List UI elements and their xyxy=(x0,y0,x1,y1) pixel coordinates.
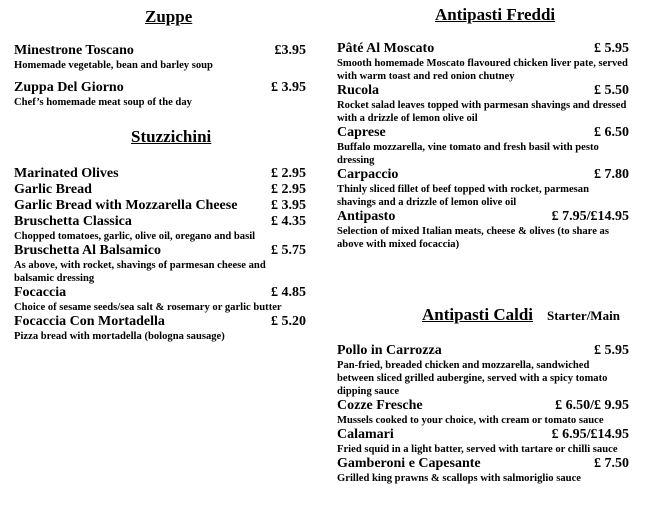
menu-item xyxy=(337,343,629,398)
antipasti-caldi-list xyxy=(337,343,629,485)
item-description: Rocket salad leaves topped with parmesan shavings and dressed with a drizzle of lemon olive oil xyxy=(337,100,627,124)
item-price: £ 5.50 xyxy=(594,83,629,98)
menu-item xyxy=(337,456,629,485)
menu-item xyxy=(337,209,629,251)
antipasti-freddi-list xyxy=(337,41,629,251)
item-name: Gamberoni e Capesante xyxy=(337,456,481,471)
item-name: Rucola xyxy=(337,83,379,98)
item-price: £ 3.95 xyxy=(271,198,306,213)
item-description: Fried squid in a light batter, served with tartare or chilli sauce xyxy=(337,444,618,455)
menu-item xyxy=(14,43,306,72)
item-name: Carpaccio xyxy=(337,167,399,182)
menu-item xyxy=(14,214,306,243)
menu-item xyxy=(337,125,629,167)
menu-item xyxy=(14,198,306,214)
item-description: Smooth homemade Moscato flavoured chicken liver pate, served with warm toast and red onion chutney xyxy=(337,58,628,82)
zuppe-heading: Zuppe xyxy=(145,7,193,26)
antipasti-caldi-heading: Antipasti Caldi xyxy=(422,305,533,324)
menu-item xyxy=(337,167,629,209)
antipasti-freddi-heading: Antipasti Freddi xyxy=(435,5,556,24)
item-name: Caprese xyxy=(337,125,386,140)
item-name: Calamari xyxy=(337,427,394,442)
item-price: £ 3.95 xyxy=(271,80,306,95)
menu-item xyxy=(14,182,306,198)
menu-item xyxy=(337,83,629,125)
item-price: £ 7.95/£14.95 xyxy=(551,209,629,224)
item-price: £ 7.50 xyxy=(594,456,629,471)
menu-item xyxy=(14,314,306,343)
zuppe-list xyxy=(14,43,306,109)
item-description: Pizza bread with mortadella (bologna sausage) xyxy=(14,331,225,342)
item-name: Garlic Bread xyxy=(14,182,92,197)
item-price: £ 5.95 xyxy=(594,343,629,358)
item-price: £3.95 xyxy=(274,43,306,58)
item-price: £ 6.50 xyxy=(594,125,629,140)
item-name: Marinated Olives xyxy=(14,166,119,181)
item-name: Antipasto xyxy=(337,209,396,224)
item-description: Selection of mixed Italian meats, cheese & olives (to share as above with mixed focaccia) xyxy=(337,226,609,250)
stuzzichini-heading: Stuzzichini xyxy=(131,127,212,146)
menu-item xyxy=(337,41,629,83)
item-description: As above, with rocket, shavings of parmesan cheese and balsamic dressing xyxy=(14,260,266,284)
item-description: Buffalo mozzarella, vine tomato and fresh basil with pesto dressing xyxy=(337,142,599,166)
item-description: Chef’s homemade meat soup of the day xyxy=(14,97,192,108)
item-description: Thinly sliced fillet of beef topped with rocket, parmesan shavings and a drizzle of lemon olive oil xyxy=(337,184,589,208)
item-price: £ 5.95 xyxy=(594,41,629,56)
item-description: Pan-fried, breaded chicken and mozzarella, sandwiched between sliced grilled aubergine, served with a spicy tomato dipping sauce xyxy=(337,360,608,397)
item-price: £ 4.35 xyxy=(271,214,306,229)
stuzzichini-list xyxy=(14,166,306,343)
item-description: Homemade vegetable, bean and barley soup xyxy=(14,60,213,71)
item-price: £ 2.95 xyxy=(271,166,306,181)
item-price: £ 5.20 xyxy=(271,314,306,329)
item-name: Bruschetta Al Balsamico xyxy=(14,243,161,258)
item-price: £ 2.95 xyxy=(271,182,306,197)
item-name: Focaccia Con Mortadella xyxy=(14,314,165,329)
item-description: Choice of sesame seeds/sea salt & rosemary or garlic butter xyxy=(14,302,282,313)
item-name: Bruschetta Classica xyxy=(14,214,132,229)
item-name: Focaccia xyxy=(14,285,67,300)
item-price: £ 4.85 xyxy=(271,285,306,300)
menu-item xyxy=(337,398,629,427)
item-name: Pâté Al Moscato xyxy=(337,41,435,56)
item-description: Mussels cooked to your choice, with cream or tomato sauce xyxy=(337,415,604,426)
starter-main-label: Starter/Main xyxy=(547,308,620,323)
menu-item xyxy=(14,80,306,109)
item-price: £ 6.95/£14.95 xyxy=(551,427,629,442)
item-description: Chopped tomatoes, garlic, olive oil, oregano and basil xyxy=(14,231,256,242)
item-price: £ 5.75 xyxy=(271,243,306,258)
item-name: Garlic Bread with Mozzarella Cheese xyxy=(14,198,238,213)
menu-item xyxy=(14,243,306,285)
item-price: £ 7.80 xyxy=(594,167,629,182)
item-name: Pollo in Carrozza xyxy=(337,343,442,358)
item-name: Zuppa Del Giorno xyxy=(14,80,124,95)
menu-item xyxy=(14,166,306,182)
menu-item xyxy=(14,285,306,314)
item-name: Cozze Fresche xyxy=(337,398,423,413)
item-name: Minestrone Toscano xyxy=(14,43,134,58)
item-description: Grilled king prawns & scallops with salmoriglio sauce xyxy=(337,473,581,484)
menu-item xyxy=(337,427,629,456)
item-price: £ 6.50/£ 9.95 xyxy=(555,398,629,413)
